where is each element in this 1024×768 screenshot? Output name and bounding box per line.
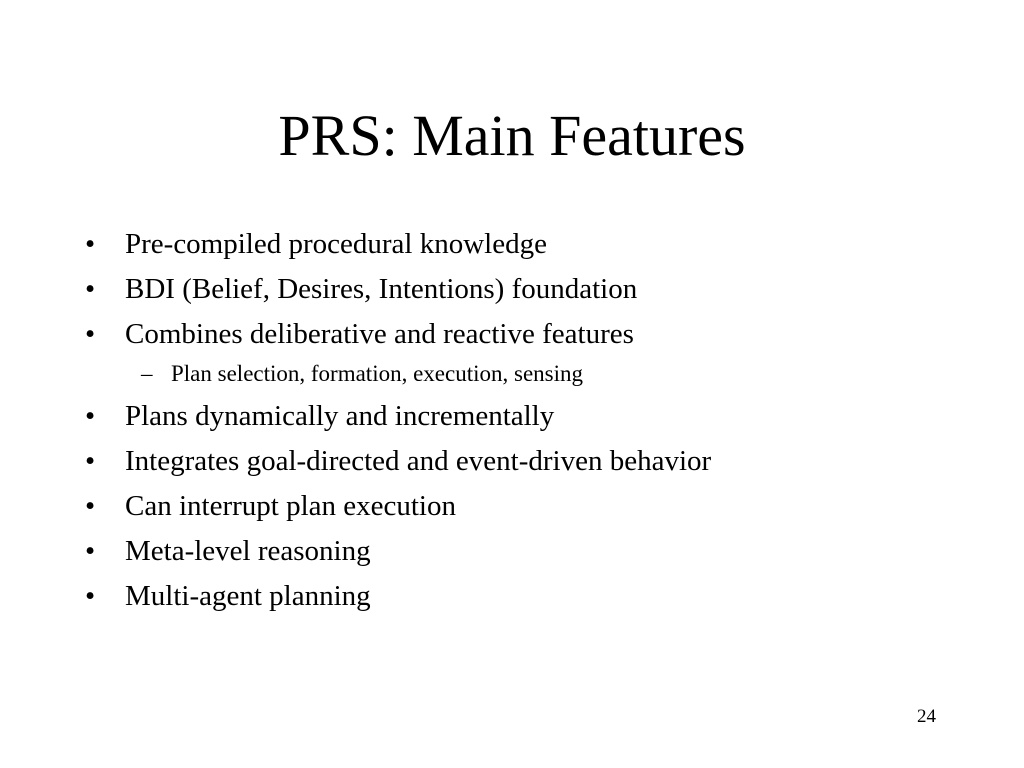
bullet-item [84,312,984,357]
bullet-text: Integrates goal-directed and event-driven behavior [125,445,712,477]
bullet-marker: • [85,273,96,305]
bullet-item [84,484,984,529]
page-number: 24 [917,706,936,727]
bullet-marker: • [85,580,96,612]
bullet-text: Combines deliberative and reactive features [125,318,634,350]
bullet-marker: • [85,400,96,432]
bullet-text: Plans dynamically and incrementally [125,400,555,432]
bullet-marker: • [85,535,96,567]
sub-bullet-marker: – [141,361,153,386]
bullet-item [84,529,984,574]
sub-bullet-item [84,355,984,392]
bullet-marker: • [85,490,96,522]
bullet-marker: • [85,318,96,350]
bullet-item [84,394,984,439]
bullet-item [84,574,984,619]
bullet-text: BDI (Belief, Desires, Intentions) foundation [125,273,638,305]
bullet-item [84,267,984,312]
bullet-text: Can interrupt plan execution [125,490,456,522]
sub-bullet-text: Plan selection, formation, execution, sensing [171,361,583,386]
bullet-marker: • [85,445,96,477]
bullet-text: Pre-compiled procedural knowledge [125,228,547,260]
bullet-marker: • [85,228,96,260]
bullet-item [84,222,984,267]
bullet-text: Multi-agent planning [125,580,371,612]
slide-title: PRS: Main Features [278,103,746,168]
bullet-list [84,222,984,619]
bullet-item [84,439,984,484]
bullet-text: Meta-level reasoning [125,535,371,567]
